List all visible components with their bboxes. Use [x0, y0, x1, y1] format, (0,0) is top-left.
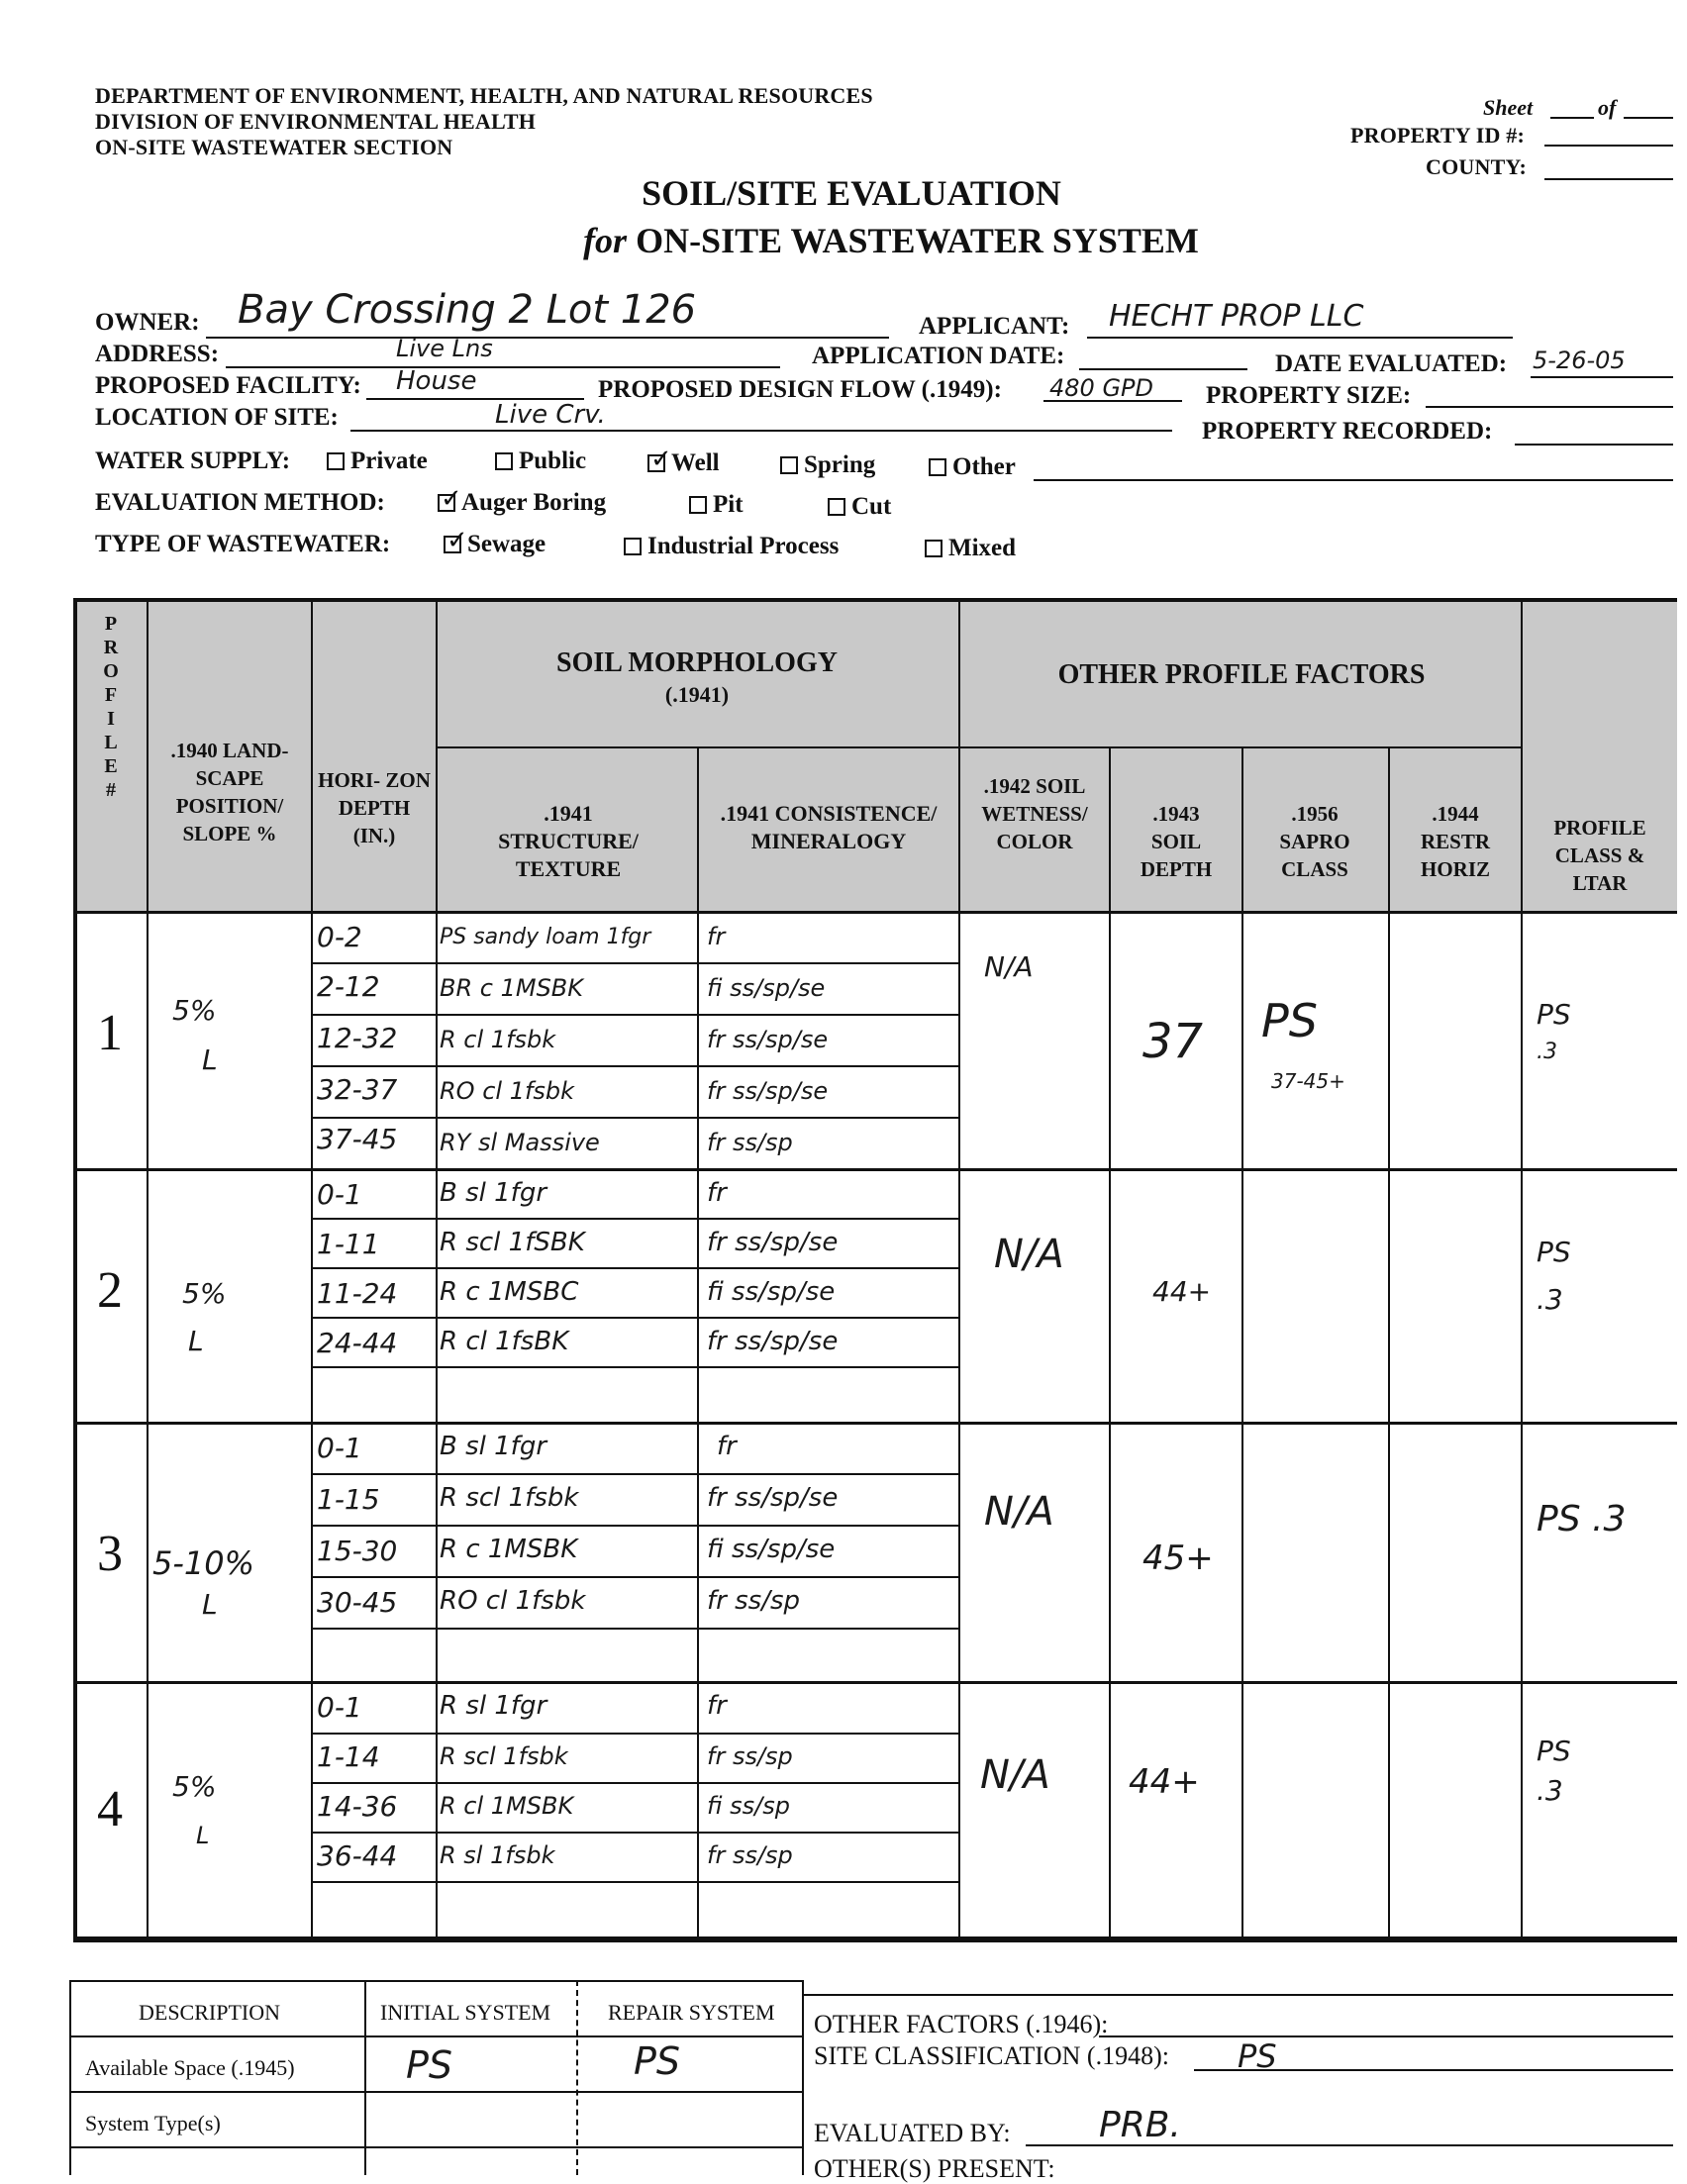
auger-boring-checkbox[interactable]	[438, 494, 455, 512]
profile-1-sapro-depth[interactable]: 37-45+	[1271, 1069, 1345, 1093]
subtitle-for: for	[583, 221, 628, 260]
profile-2-row-1-depth[interactable]: 0-1	[317, 1178, 362, 1211]
application-date-line	[1079, 368, 1247, 370]
sewage-checkbox[interactable]	[444, 536, 461, 553]
address-line	[226, 366, 780, 368]
date-evaluated-value[interactable]: 5-26-05	[1533, 347, 1626, 374]
cut-checkbox[interactable]	[828, 498, 845, 516]
other-factors-label: OTHER FACTORS (.1946):	[814, 2010, 1109, 2038]
address-value[interactable]: Live Lns	[396, 335, 493, 362]
proposed-facility-label: PROPOSED FACILITY:	[95, 372, 361, 399]
other-factors-line	[1099, 2035, 1673, 2037]
profile-1-row-1-consistence[interactable]: fr	[707, 923, 726, 950]
initial-system-header: INITIAL SYSTEM	[380, 2000, 551, 2025]
profile-1-number: 1	[97, 1005, 123, 1061]
profile-2-row-1-consistence[interactable]: fr	[707, 1178, 727, 1208]
profile-2-row-2-consistence[interactable]: fr ss/sp/se	[707, 1228, 839, 1257]
sewage-option[interactable]	[444, 531, 546, 558]
design-flow-value[interactable]: 480 GPD	[1049, 374, 1153, 402]
proposed-facility-value[interactable]: House	[396, 366, 477, 396]
profile-2-row-4-structure[interactable]: R cl 1fsBK	[440, 1327, 569, 1356]
property-size-line	[1426, 406, 1673, 408]
location-value[interactable]: Live Crv.	[495, 400, 606, 430]
profile-1-class[interactable]: PS	[1537, 998, 1571, 1031]
division-name: DIVISION OF ENVIRONMENTAL HEALTH	[95, 109, 537, 134]
description-header: DESCRIPTION	[139, 2000, 281, 2025]
profile-3-landscape-position[interactable]: L	[202, 1588, 218, 1621]
profile-3-row-4-consistence[interactable]: fr ss/sp	[707, 1586, 801, 1616]
profile-1-row-1-structure[interactable]: PS sandy loam 1fgr	[440, 925, 651, 949]
profile-1-row-4-consistence[interactable]: fr ss/sp/se	[707, 1077, 829, 1105]
profile-2-landscape-position[interactable]: L	[188, 1325, 204, 1357]
profile-2-row-3-structure[interactable]: R c 1MSBC	[440, 1277, 579, 1307]
soil-morphology-header: SOIL MORPHOLOGY	[556, 647, 838, 678]
form-title: SOIL/SITE EVALUATION	[642, 173, 1061, 213]
sheet-line	[1550, 117, 1594, 119]
owner-label: OWNER:	[95, 309, 200, 336]
profile-1-row-3-depth[interactable]: 12-32	[317, 1022, 398, 1054]
evaluated-by-value[interactable]: PRB.	[1099, 2105, 1181, 2145]
profile-1-row-1-depth[interactable]: 0-2	[317, 921, 362, 953]
applicant-line	[1087, 337, 1513, 339]
water-supply-label: WATER SUPPLY:	[95, 447, 291, 474]
profile-1-depth[interactable]: 37	[1142, 1014, 1204, 1069]
pit-checkbox[interactable]	[689, 496, 707, 514]
profile-2-row-4-consistence[interactable]: fr ss/sp/se	[707, 1327, 839, 1356]
profile-2-class[interactable]: PS	[1537, 1236, 1571, 1268]
profile-4-row-3-consistence[interactable]: fi ss/sp	[707, 1792, 790, 1820]
auger-boring-option[interactable]	[438, 489, 606, 517]
col-depth-header: .1943 SOIL DEPTH	[1140, 802, 1213, 881]
pit-option[interactable]	[689, 491, 744, 519]
county-label: COUNTY:	[1426, 154, 1528, 179]
water-public-option[interactable]	[495, 447, 586, 475]
profile-1-sapro[interactable]: PS	[1261, 994, 1318, 1047]
col-horizon-header: HORI- ZON DEPTH (IN.)	[318, 768, 431, 847]
profile-2-depth[interactable]: 44+	[1152, 1275, 1212, 1308]
site-classification-label: SITE CLASSIFICATION (.1948):	[814, 2041, 1169, 2070]
profile-2-ltar[interactable]: .3	[1537, 1283, 1563, 1316]
owner-value[interactable]: Bay Crossing 2 Lot 126	[238, 287, 697, 333]
profile-4-ltar[interactable]: .3	[1537, 1774, 1563, 1807]
profile-4-row-2-consistence[interactable]: fr ss/sp	[707, 1742, 793, 1770]
profile-1-row-5-structure[interactable]: RY sl Massive	[440, 1129, 600, 1156]
profile-3-wetness[interactable]: N/A	[984, 1489, 1054, 1535]
profile-3-row-4-depth[interactable]: 30-45	[317, 1586, 398, 1619]
profile-4-row-2-depth[interactable]: 1-14	[317, 1740, 380, 1773]
mixed-option[interactable]	[925, 535, 1016, 562]
available-space-label: Available Space (.1945)	[85, 2055, 295, 2080]
water-well-option[interactable]	[647, 449, 720, 477]
mixed-checkbox[interactable]	[925, 540, 943, 557]
profile-4-row-3-depth[interactable]: 14-36	[317, 1790, 398, 1823]
department-name: DEPARTMENT OF ENVIRONMENT, HEALTH, AND NATURAL RESOURCES	[95, 83, 873, 108]
profile-3-class[interactable]: PS .3	[1537, 1499, 1627, 1539]
profile-2-row-3-consistence[interactable]: fi ss/sp/se	[707, 1277, 836, 1307]
others-present-label: OTHER(S) PRESENT:	[814, 2154, 1055, 2183]
soil-table	[73, 598, 1677, 1938]
profile-2-row-4-depth[interactable]: 24-44	[317, 1327, 398, 1359]
cut-option[interactable]	[828, 493, 891, 521]
soil-morphology-code: (.1941)	[664, 682, 730, 707]
water-well-checkbox[interactable]	[647, 454, 665, 472]
profile-1-row-3-consistence[interactable]: fr ss/sp/se	[707, 1026, 829, 1053]
pit-label: Pit	[713, 491, 744, 518]
form-subtitle	[535, 220, 1247, 261]
available-space-repair[interactable]: PS	[634, 2039, 681, 2083]
profile-1-row-4-structure[interactable]: RO cl 1fsbk	[440, 1077, 575, 1105]
water-spring-checkbox[interactable]	[780, 456, 798, 474]
property-id-line	[1544, 145, 1673, 147]
profile-4-row-1-depth[interactable]: 0-1	[317, 1691, 362, 1724]
water-other-option[interactable]	[929, 453, 1016, 481]
profile-3-row-4-structure[interactable]: RO cl 1fsbk	[440, 1586, 586, 1616]
profile-4-landscape[interactable]: 5%	[172, 1770, 217, 1803]
profile-3-row-3-consistence[interactable]: fi ss/sp/se	[707, 1535, 836, 1564]
profile-3-row-1-structure[interactable]: B sl 1fgr	[440, 1432, 547, 1461]
profile-2-number: 2	[97, 1262, 123, 1319]
profile-1-row-2-consistence[interactable]: fi ss/sp/se	[707, 974, 826, 1002]
profile-2-wetness[interactable]: N/A	[994, 1232, 1064, 1277]
industrial-checkbox[interactable]	[624, 538, 642, 555]
site-classification-value[interactable]: PS	[1238, 2037, 1277, 2075]
profile-3-row-3-structure[interactable]: R c 1MSBK	[440, 1535, 578, 1564]
col-wetness-header: .1942 SOIL WETNESS/ COLOR	[981, 774, 1088, 853]
water-public-checkbox[interactable]	[495, 452, 513, 470]
col-consistence-header: .1941 CONSISTENCE/ MINERALOGY	[720, 801, 938, 853]
applicant-label: APPLICANT:	[919, 313, 1070, 340]
profile-3-row-2-depth[interactable]: 1-15	[317, 1483, 380, 1516]
other-factors-header: OTHER PROFILE FACTORS	[1057, 659, 1426, 690]
water-private-checkbox[interactable]	[327, 452, 345, 470]
profile-1-landscape[interactable]: 5%	[172, 994, 217, 1027]
sewage-label: Sewage	[467, 531, 546, 557]
sheet-label: Sheet	[1483, 95, 1534, 120]
date-evaluated-label: DATE EVALUATED:	[1275, 350, 1508, 377]
profile-4-row-4-structure[interactable]: R sl 1fsbk	[440, 1841, 555, 1869]
profile-4-row-1-consistence[interactable]: fr	[707, 1691, 727, 1721]
profile-1-landscape-position[interactable]: L	[202, 1043, 218, 1076]
location-label: LOCATION OF SITE:	[95, 404, 339, 431]
owner-line	[206, 337, 889, 339]
available-space-initial[interactable]: PS	[406, 2043, 453, 2087]
profile-2-row-3-depth[interactable]: 11-24	[317, 1277, 398, 1310]
property-id-label: PROPERTY ID #:	[1350, 123, 1525, 148]
of-line	[1624, 117, 1673, 119]
property-recorded-label: PROPERTY RECORDED:	[1202, 418, 1493, 445]
profile-2-row-2-structure[interactable]: R scl 1fSBK	[440, 1228, 585, 1257]
profile-1-row-5-depth[interactable]: 37-45	[317, 1123, 398, 1155]
profile-1-row-2-structure[interactable]: BR c 1MSBK	[440, 974, 584, 1002]
design-flow-label: PROPOSED DESIGN FLOW (.1949):	[598, 376, 1002, 403]
col-class-header: PROFILE CLASS & LTAR	[1553, 816, 1646, 895]
col-sapro-header: .1956 SAPRO CLASS	[1279, 802, 1350, 881]
col-restr-header: .1944 RESTR HORIZ	[1420, 802, 1491, 881]
water-spring-label: Spring	[804, 451, 876, 478]
col-profile-header: P R O F I L E #	[103, 613, 119, 801]
water-well-label: Well	[671, 449, 720, 476]
profile-4-row-1-structure[interactable]: R sl 1fgr	[440, 1691, 547, 1721]
profile-3-landscape[interactable]: 5-10%	[152, 1544, 255, 1582]
applicant-value[interactable]: HECHT PROP LLC	[1109, 299, 1364, 334]
water-spring-option[interactable]	[780, 451, 875, 479]
profile-3-row-2-structure[interactable]: R scl 1fsbk	[440, 1483, 579, 1513]
profile-4-row-4-depth[interactable]: 36-44	[317, 1839, 398, 1872]
industrial-label: Industrial Process	[647, 533, 840, 559]
profile-1-ltar[interactable]: .3	[1537, 1040, 1557, 1064]
water-other-checkbox[interactable]	[929, 458, 946, 476]
col-structure-header: .1941 STRUCTURE/ TEXTURE	[498, 801, 639, 881]
subtitle-text: ON-SITE WASTEWATER SYSTEM	[636, 221, 1199, 260]
profile-1-row-2-depth[interactable]: 2-12	[317, 970, 380, 1003]
profile-3-row-1-consistence[interactable]: fr	[717, 1432, 737, 1461]
profile-1-wetness[interactable]: N/A	[984, 950, 1034, 983]
industrial-option[interactable]	[624, 533, 839, 560]
county-line	[1544, 178, 1673, 180]
location-line	[350, 430, 1172, 432]
profile-4-landscape-position[interactable]: L	[196, 1822, 210, 1849]
date-evaluated-line	[1531, 376, 1673, 378]
water-private-option[interactable]	[327, 447, 428, 475]
evaluated-by-label: EVALUATED BY:	[814, 2119, 1011, 2147]
profile-3-depth[interactable]: 45+	[1142, 1539, 1214, 1578]
water-other-label: Other	[952, 453, 1016, 480]
auger-boring-label: Auger Boring	[461, 489, 607, 516]
profile-1-row-4-depth[interactable]: 32-37	[317, 1073, 398, 1106]
profile-2-row-1-structure[interactable]: B sl 1fgr	[440, 1178, 547, 1208]
profile-1-row-3-structure[interactable]: R cl 1fsbk	[440, 1026, 556, 1053]
profile-4-number: 4	[97, 1781, 123, 1837]
system-types-label: System Type(s)	[85, 2111, 221, 2135]
water-public-label: Public	[519, 447, 587, 474]
profile-1-row-5-consistence[interactable]: fr ss/sp	[707, 1129, 793, 1156]
profile-3-row-1-depth[interactable]: 0-1	[317, 1432, 362, 1464]
repair-system-header: REPAIR SYSTEM	[608, 2000, 775, 2025]
section-name: ON-SITE WASTEWATER SECTION	[95, 135, 453, 159]
property-size-label: PROPERTY SIZE:	[1206, 382, 1412, 409]
col-landscape-header: .1940 LAND- SCAPE POSITION/ SLOPE %	[170, 739, 289, 845]
property-recorded-line	[1515, 444, 1673, 446]
water-other-line	[1034, 479, 1673, 481]
cut-label: Cut	[851, 493, 892, 520]
profile-3-row-2-consistence[interactable]: fr ss/sp/se	[707, 1483, 839, 1513]
system-table	[69, 1980, 1673, 2183]
profile-4-wetness[interactable]: N/A	[980, 1752, 1050, 1798]
profile-3-row-3-depth[interactable]: 15-30	[317, 1535, 398, 1567]
of-label: of	[1598, 95, 1617, 120]
profile-4-row-3-structure[interactable]: R cl 1MSBK	[440, 1792, 574, 1820]
profile-2-row-2-depth[interactable]: 1-11	[317, 1228, 380, 1260]
profile-4-row-2-structure[interactable]: R scl 1fsbk	[440, 1742, 568, 1770]
profile-4-class[interactable]: PS	[1537, 1735, 1571, 1767]
profile-4-row-4-consistence[interactable]: fr ss/sp	[707, 1841, 793, 1869]
profile-3-number: 3	[97, 1526, 123, 1582]
profile-2-landscape[interactable]: 5%	[182, 1277, 227, 1310]
wastewater-type-label: TYPE OF WASTEWATER:	[95, 531, 391, 557]
profile-4-depth[interactable]: 44+	[1129, 1762, 1200, 1802]
application-date-label: APPLICATION DATE:	[812, 343, 1065, 369]
evaluation-method-label: EVALUATION METHOD:	[95, 489, 385, 516]
mixed-label: Mixed	[948, 535, 1017, 561]
water-private-label: Private	[350, 447, 428, 474]
address-label: ADDRESS:	[95, 341, 220, 367]
